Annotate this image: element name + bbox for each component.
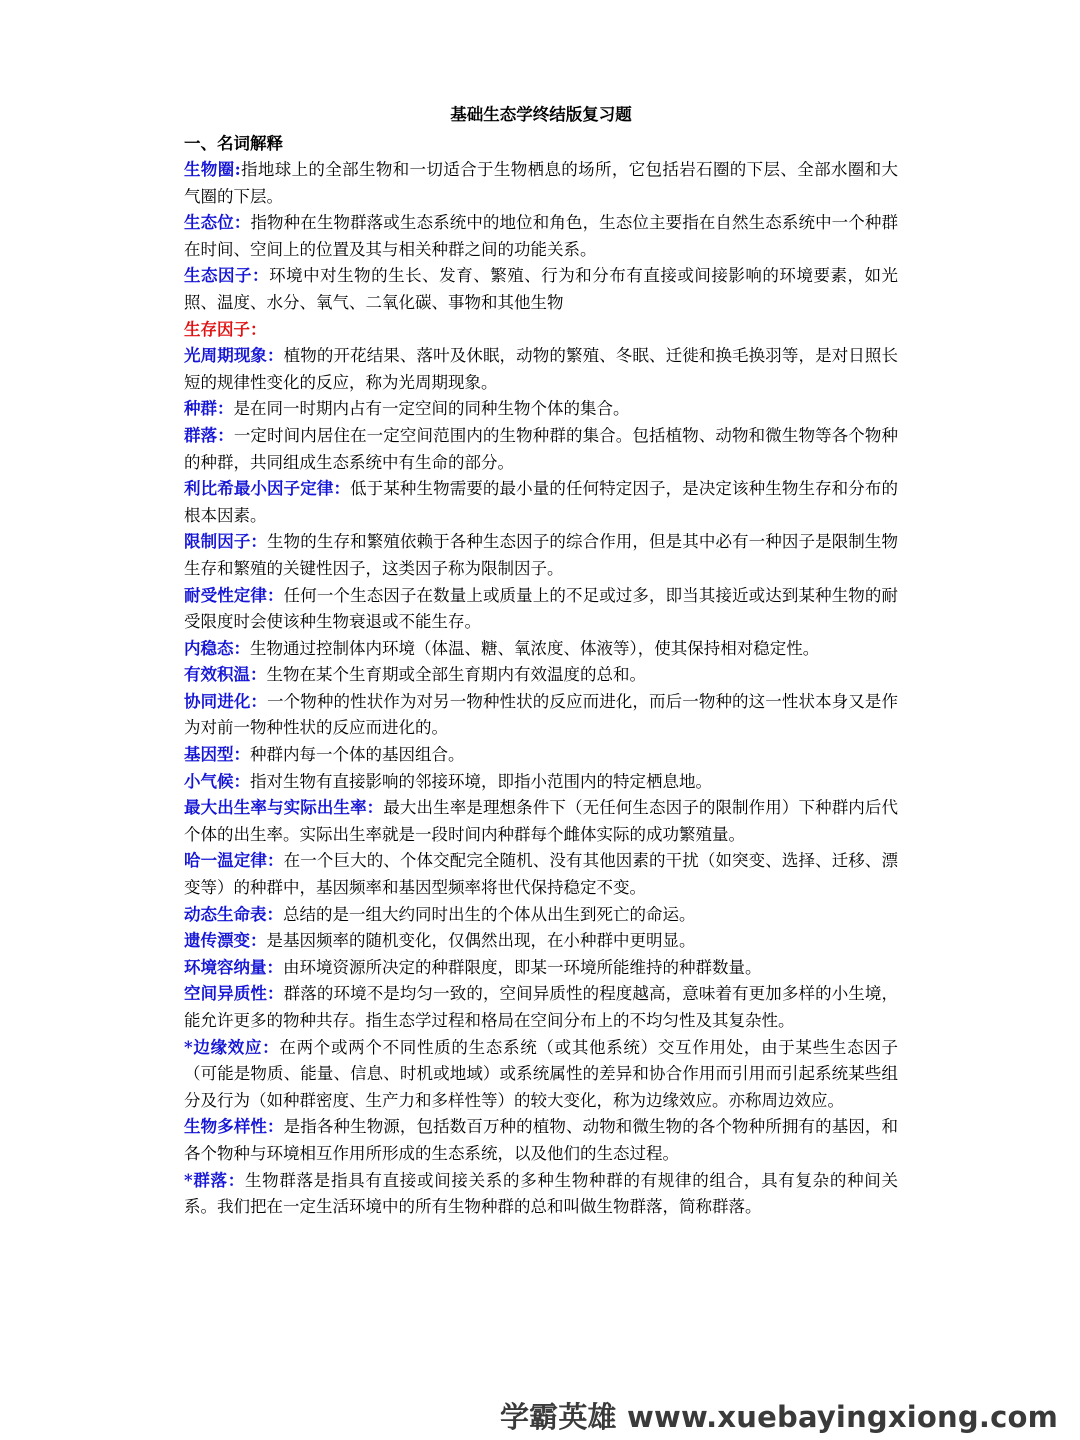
definition-term: 哈一温定律： [184,851,284,871]
definition-term: *群落： [184,1170,245,1190]
definition-text: 生物通过控制体内环境（体温、糖、氧浓度、体液等），使其保持相对稳定性。 [250,638,820,658]
definition-entry [184,1114,898,1167]
definition-text: 是指各种生物源，包括数百万种的植物、动物和微生物的各个物种所拥有的基因，和各个物种与环境相互作用所形成的生态系统，以及他们的生态过程。 [184,1117,899,1163]
definition-entry [184,1168,898,1221]
definition-text: 任何一个生态因子在数量上或质量上的不足或过多，即当其接近或达到某种生物的耐受限度时会使该种生物衰退或不能生存。 [184,585,899,632]
definition-term: 动态生命表： [184,904,283,924]
definition-list [184,157,898,1221]
definition-entry [184,928,898,955]
definition-term: 耐受性定律： [184,585,284,605]
definition-term: 限制因子： [184,532,268,552]
definition-entry [184,423,898,476]
definition-term: 有效积温： [184,665,267,685]
definition-text: 指地球上的全部生物和一切适合于生物栖息的场所，它包括岩石圈的下层、全部水圈和大气圈的下层。 [184,160,898,206]
definition-text: 是在同一时期内占有一定空间的同种生物个体的集合。 [233,399,630,419]
definition-text: 植物的开花结果、落叶及休眠，动物的繁殖、冬眠、迁徙和换毛换羽等，是对日照长短的规律性变化的反应，称为光周期现象。 [184,346,899,392]
definition-text: 指物种在生物群落或生态系统中的地位和角色，生态位主要指在自然生态系统中一个种群在时间、空间上的位置及其与相关种群之间的功能关系。 [184,213,899,259]
definition-entry [184,689,898,742]
definition-text: 低于某种生物需要的最小量的任何特定因子，是决定该种生物生存和分布的根本因素。 [184,479,899,525]
definition-term: *边缘效应： [184,1037,280,1057]
definition-term: 生态位： [184,213,251,233]
definition-term: 小气候： [184,771,250,791]
definition-term: 基因型： [184,745,250,765]
definition-term: 生态因子： [184,266,270,286]
definition-entry [184,1035,898,1115]
definition-entry [184,210,898,263]
definition-text: 总结的是一组大约同时出生的个体从出生到死亡的命运。 [283,904,696,924]
definition-text: 一个物种的性状作为对另一物种性状的反应而进化，而后一物种的这一性状本身又是作为对前一物种性状的反应而进化的。 [184,691,899,738]
definition-term: 生存因子： [184,319,267,339]
definition-term: 生物多样性： [184,1117,284,1137]
definition-term: 最大出生率与实际出生率： [184,798,384,818]
definition-term: 光周期现象： [184,346,284,366]
definition-text: 生物群落是指具有直接或间接关系的多种生物种群的有规律的组合，具有复杂的种间关系。我们把在一定生活环境中的所有生物种群的总和叫做生物群落，简称群落。 [184,1170,898,1217]
definition-term: 群落： [184,425,234,445]
definition-entry [184,263,898,316]
definition-text: 生物在某个生育期或全部生育期内有效温度的总和。 [266,665,646,685]
definition-text: 一定时间内居住在一定空间范围内的生物种群的集合。包括植物、动物和微生物等各个物种的种群，共同组成生态系统中有生命的部分。 [184,425,899,472]
definition-entry [184,769,898,796]
definition-text: 是基因频率的随机变化，仅偶然出现，在小种群中更明显。 [266,931,696,951]
definition-text: 环境中对生物的生长、发育、繁殖、行为和分布有直接或间接影响的环境要素，如光照、温度、水分、氧气、二氧化碳、事物和其他生物 [184,266,899,312]
definition-entry [184,795,898,848]
definition-entry [184,317,898,344]
definition-text: 在一个巨大的、个体交配完全随机、没有其他因素的干扰（如突变、选择、迁移、漂变等）的种群中，基因频率和基因型频率将世代保持稳定不变。 [184,851,899,898]
definition-term: 生物圈: [184,160,241,179]
definition-entry [184,955,898,982]
definition-term: 种群： [184,399,234,419]
definition-entry [184,583,898,636]
definition-entry [184,157,898,210]
definition-term: 环境容纳量： [184,957,283,977]
definition-text: 种群内每一个体的基因组合。 [250,745,465,765]
document-page [184,100,898,1221]
definition-term: 空间异质性： [184,984,284,1004]
definition-entry [184,742,898,769]
definition-text: 由环境资源所决定的种群限度，即某一环境所能维持的种群数量。 [283,957,762,977]
site-watermark: 学霸英雄 www.xuebayingxiong.com [499,1400,1058,1434]
definition-text: 最大出生率是理想条件下（无任何生态因子的限制作用）下种群内后代个体的出生率。实际出生率就是一段时间内种群每个雌体实际的成功繁殖量。 [184,798,899,844]
definition-entry [184,476,898,529]
definition-entry [184,396,898,423]
definition-term: 内稳态： [184,638,250,658]
definition-entry [184,636,898,663]
definition-entry [184,343,898,396]
section-heading: 一、名词解释 [184,134,283,153]
definition-term: 利比希最小因子定律： [184,479,351,499]
definition-entry [184,848,898,901]
definition-text: 指对生物有直接影响的邻接环境，即指小范围内的特定栖息地。 [250,771,712,791]
definition-term: 协同进化： [184,691,268,711]
definition-entry [184,662,898,689]
definition-entry [184,529,898,582]
definition-text: 在两个或两个不同性质的生态系统（或其他系统）交互作用处，由于某些生态因子（可能是物质、能量、信息、时机或地域）或系统属性的差异和协合作用而引用而引起系统某些组分及行为（如种群密度、生产力和多样性等）的较大变化，称为边缘效应。亦称周边效应。 [184,1037,898,1110]
document-title: 基础生态学终结版复习题 [450,105,632,124]
definition-entry [184,902,898,929]
definition-text: 群落的环境不是均匀一致的，空间异质性的程度越高，意味着有更加多样的小生境，能允许更多的物种共存。指生态学过程和格局在空间分布上的不均匀性及其复杂性。 [184,984,899,1030]
definition-entry [184,981,898,1034]
definition-term: 遗传漂变： [184,931,267,951]
definition-text: 生物的生存和繁殖依赖于各种生态因子的综合作用，但是其中必有一种因子是限制生物生存和繁殖的关键性因子，这类因子称为限制因子。 [184,532,899,578]
